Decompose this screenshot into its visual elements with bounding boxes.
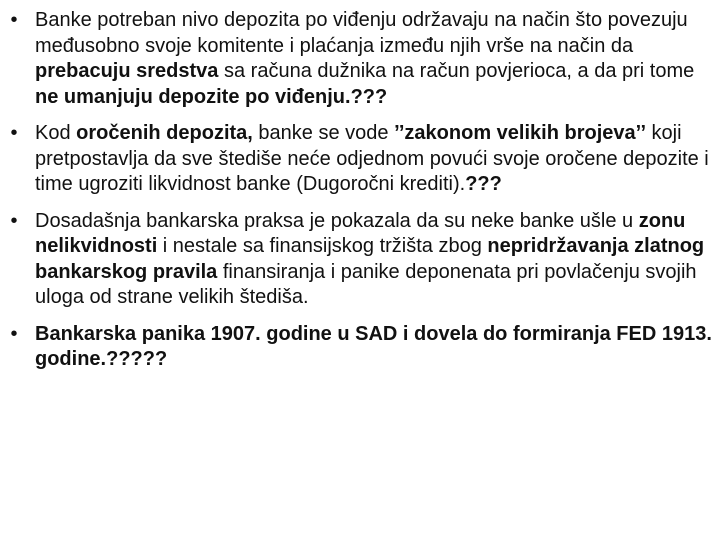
text-segment-bold: oročenih depozita,	[76, 122, 253, 144]
bullet-item-1	[0, 8, 714, 110]
text-segment: finansiranja i panike deponenata pri povlačenju svojih uloga od strane velikih štediša.	[35, 260, 697, 308]
bullet-list	[0, 8, 714, 384]
bullet-text	[35, 122, 709, 195]
bullet-dot-icon: •	[10, 122, 18, 144]
bullet-item-4	[0, 322, 714, 373]
text-segment-bold: Bankarska panika 1907. godine u SAD i dovela do formiranja FED 1913. godine.?????	[35, 322, 712, 370]
text-segment: sa računa dužnika na račun povjerioca, a da pri tome	[218, 60, 695, 82]
bullet-text	[35, 210, 704, 309]
text-segment: Dosadašnja bankarska praksa je pokazala da su neke banke ušle u	[35, 209, 639, 232]
text-segment: Banke potreban nivo depozita po viđenju održavaju na način što povezuju međusobno svoje komitente i plaćanja između njih vrše na način da	[35, 9, 688, 57]
text-segment-bold: prebacuju sredstva	[35, 60, 219, 82]
text-segment: i nestale sa finansijskog tržišta zbog	[157, 235, 488, 257]
text-segment-bold: zonu nelikvidnosti	[35, 209, 686, 257]
bullet-text	[35, 9, 694, 108]
text-segment-bold: ???	[465, 173, 502, 195]
bullet-dot-icon: •	[10, 9, 18, 31]
bullet-item-2	[0, 121, 714, 198]
text-segment-bold: nepridržavanja zlatnog bankarskog pravila	[35, 235, 705, 283]
bullet-text	[35, 323, 712, 371]
bullet-item-3	[0, 209, 714, 311]
bullet-dot-icon: •	[10, 209, 18, 232]
text-segment: banke se vode	[252, 122, 395, 144]
text-segment: koji pretpostavlja da sve štediše neće odjednom povući svoje oročene depozite i time ugroziti likvidnost banke (Dugoročni krediti).	[35, 122, 709, 195]
bullet-dot-icon: •	[10, 322, 18, 345]
text-segment-bold: ’’zakonom velikih brojeva’’	[394, 122, 646, 144]
text-segment-bold: ne umanjuju depozite po viđenju.???	[35, 85, 388, 108]
text-segment: Kod	[35, 122, 77, 144]
